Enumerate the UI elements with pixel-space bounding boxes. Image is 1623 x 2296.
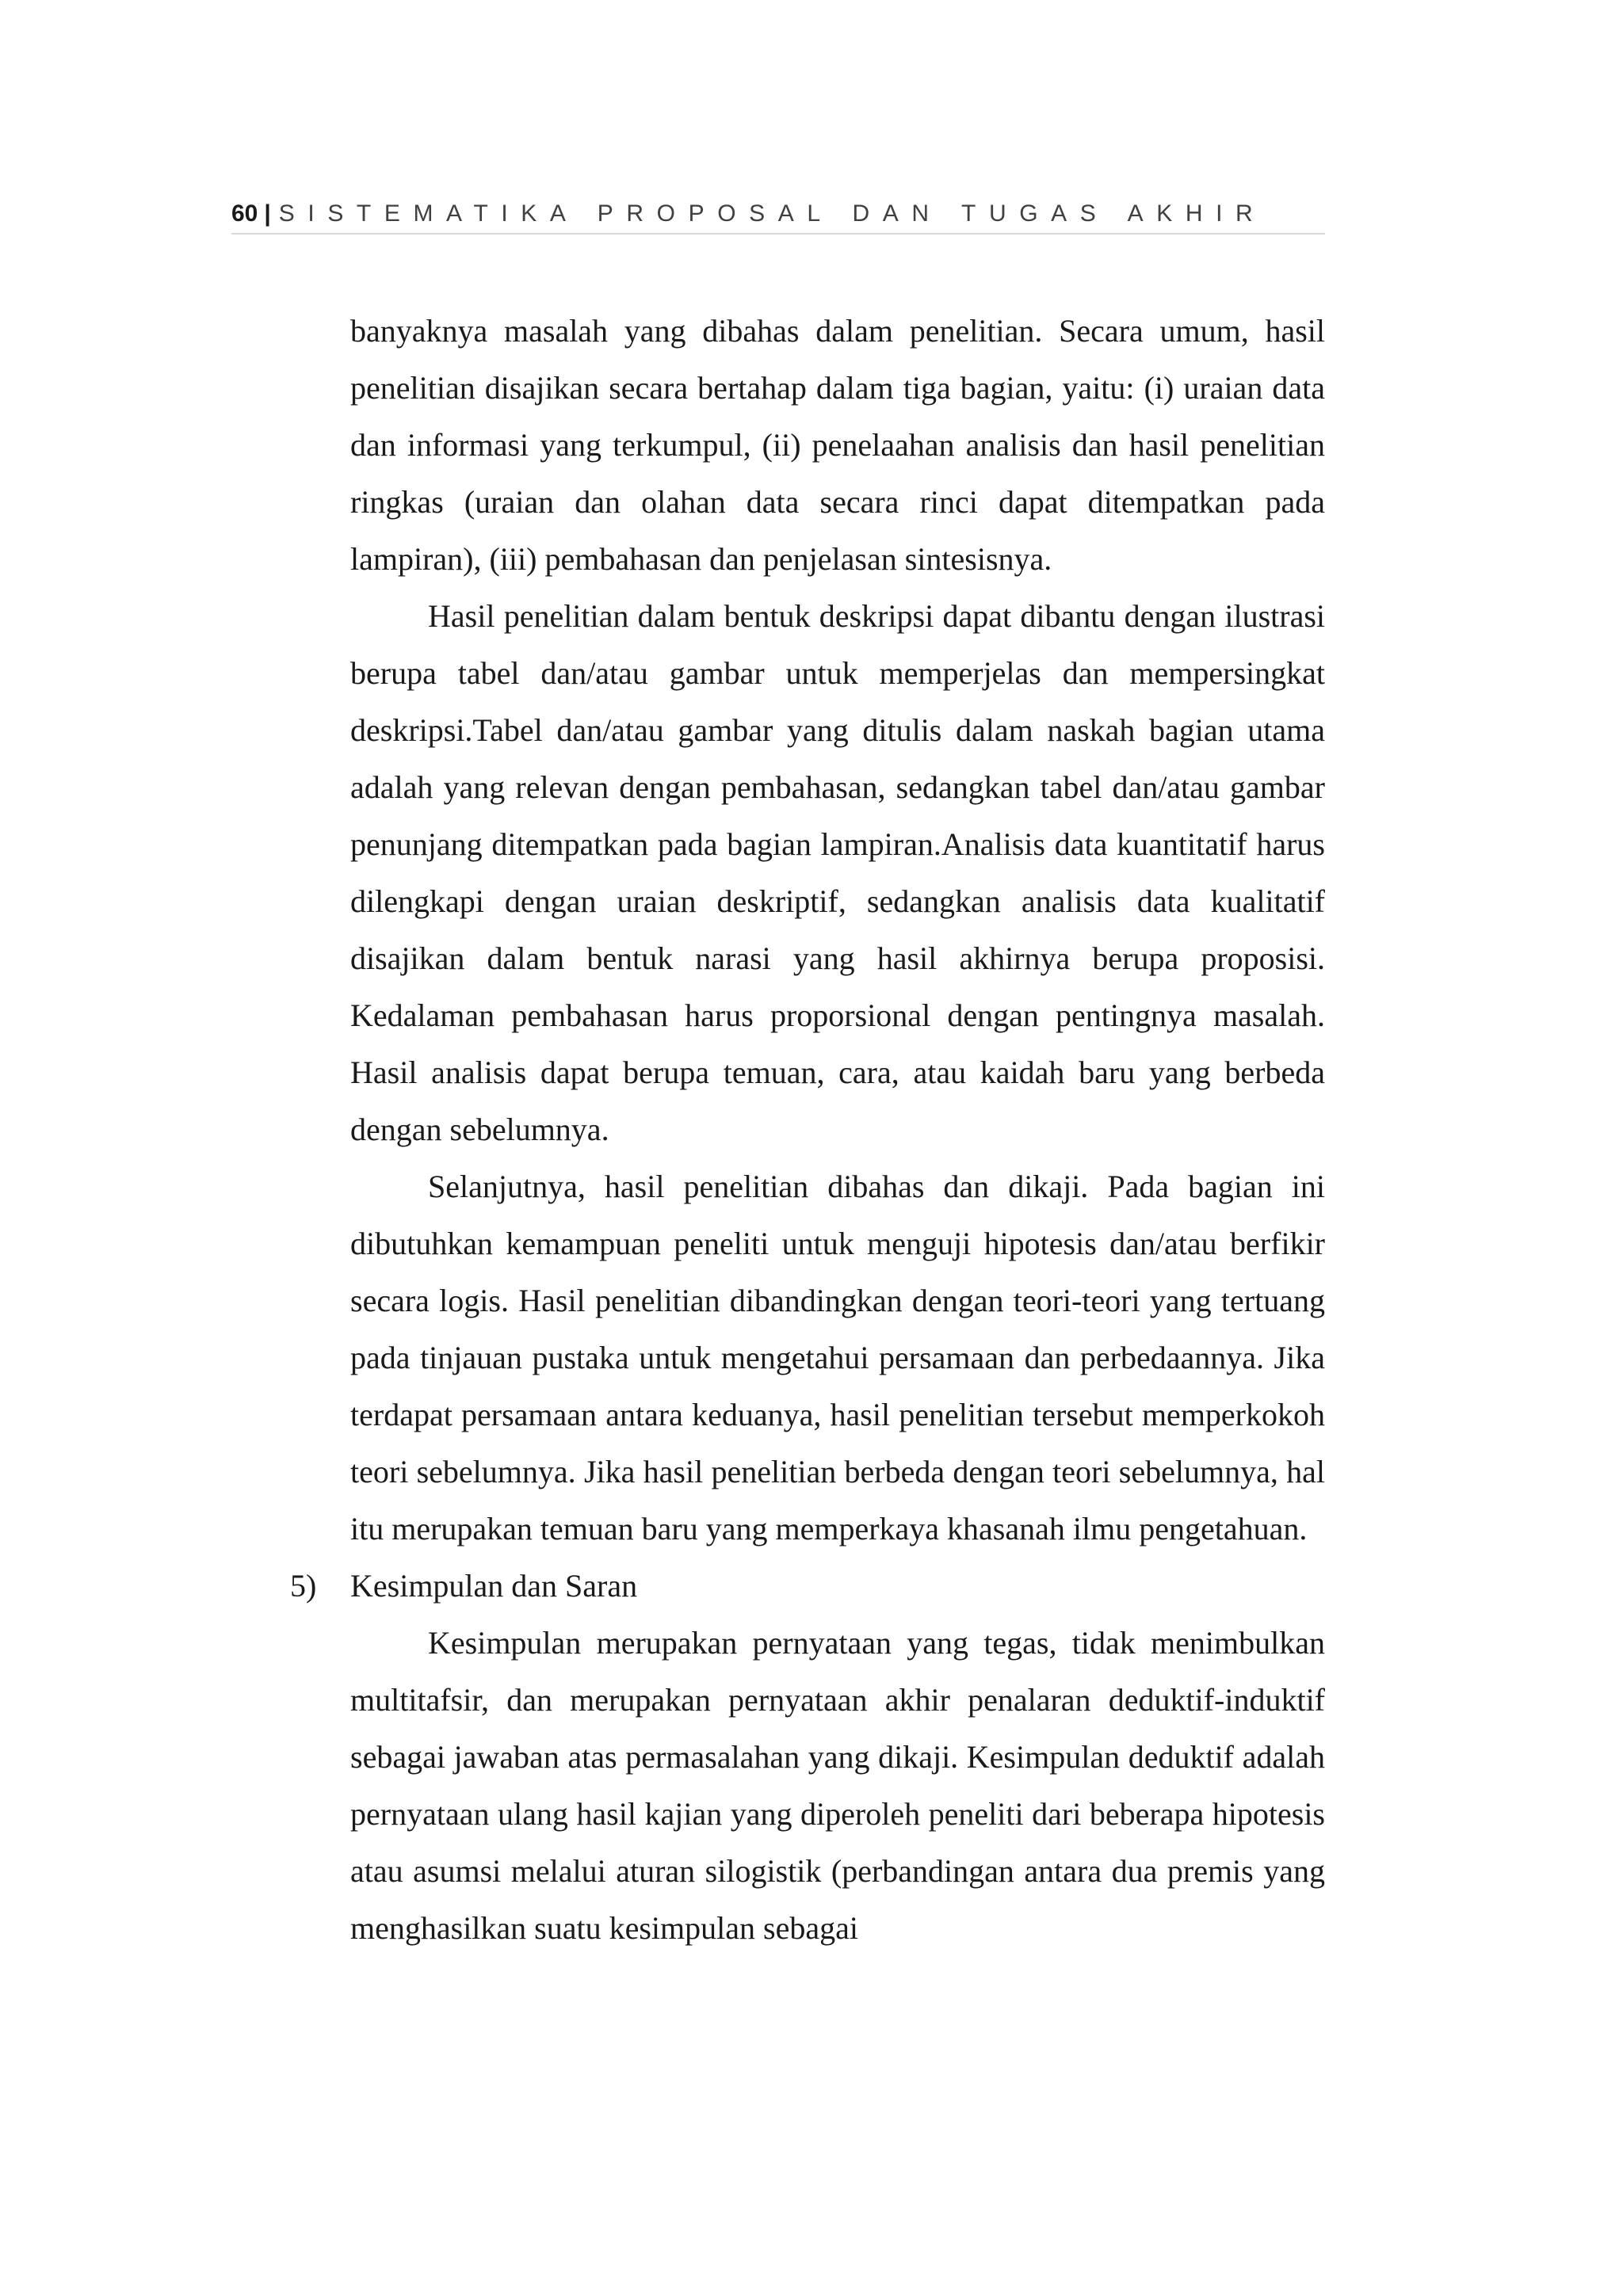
body-text bbox=[290, 303, 1325, 1957]
paragraph-hasil-penelitian: Hasil penelitian dalam bentuk deskripsi dapat dibantu dengan ilustrasi berupa tabel dan/atau gambar untuk memperjelas dan mempersingkat deskripsi.Tabel dan/atau gambar yang ditulis dalam naskah bagian utama adalah yang relevan dengan pembahasan, sedangkan tabel dan/atau gambar penunjang ditempatkan pada bagian lampiran.Analisis data kuantitatif harus dilengkapi dengan uraian deskriptif, sedangkan analisis data kualitatif disajikan dalam bentuk narasi yang hasil akhirnya berupa proposisi. Kedalaman pembahasan harus proporsional dengan pentingnya masalah. Hasil analisis dapat berupa temuan, cara, atau kaidah baru yang berbeda dengan sebelumnya. bbox=[350, 598, 1325, 1147]
running-title: SISTEMATIKA PROPOSAL DAN TUGAS AKHIR bbox=[278, 200, 1266, 227]
list-item-kesimpulan bbox=[290, 1558, 1325, 1615]
page-number: 60 bbox=[231, 200, 258, 227]
header-separator: | bbox=[264, 200, 271, 227]
list-heading: Kesimpulan dan Saran bbox=[350, 1568, 638, 1604]
running-header bbox=[231, 195, 1325, 235]
paragraph-continued: banyaknya masalah yang dibahas dalam penelitian. Secara umum, hasil penelitian disajikan secara bertahap dalam tiga bagian, yaitu: (i) uraian data dan informasi yang terkumpul, (ii) penelaahan analisis dan hasil penelitian ringkas (uraian dan olahan data secara rinci dapat ditempatkan pada lampiran), (iii) pembahasan dan penjelasan sintesisnya. bbox=[350, 313, 1325, 577]
paragraph-kesimpulan: Kesimpulan merupakan pernyataan yang tegas, tidak menimbulkan multitafsir, dan merupakan pernyataan akhir penalaran deduktif-induktif sebagai jawaban atas permasalahan yang dikaji. Kesimpulan deduktif adalah pernyataan ulang hasil kajian yang diperoleh peneliti dari beberapa hipotesis atau asumsi melalui aturan silogistik (perbandingan antara dua premis yang menghasilkan suatu kesimpulan sebagai bbox=[350, 1625, 1325, 1946]
paragraph-selanjutnya: Selanjutnya, hasil penelitian dibahas dan dikaji. Pada bagian ini dibutuhkan kemampuan peneliti untuk menguji hipotesis dan/atau berfikir secara logis. Hasil penelitian dibandingkan dengan teori-teori yang tertuang pada tinjauan pustaka untuk mengetahui persamaan dan perbedaannya. Jika terdapat persamaan antara keduanya, hasil penelitian tersebut memperkokoh teori sebelumnya. Jika hasil penelitian berbeda dengan teori sebelumnya, hal itu merupakan temuan baru yang memperkaya khasanah ilmu pengetahuan. bbox=[350, 1169, 1325, 1547]
list-marker: 5) bbox=[290, 1568, 317, 1604]
